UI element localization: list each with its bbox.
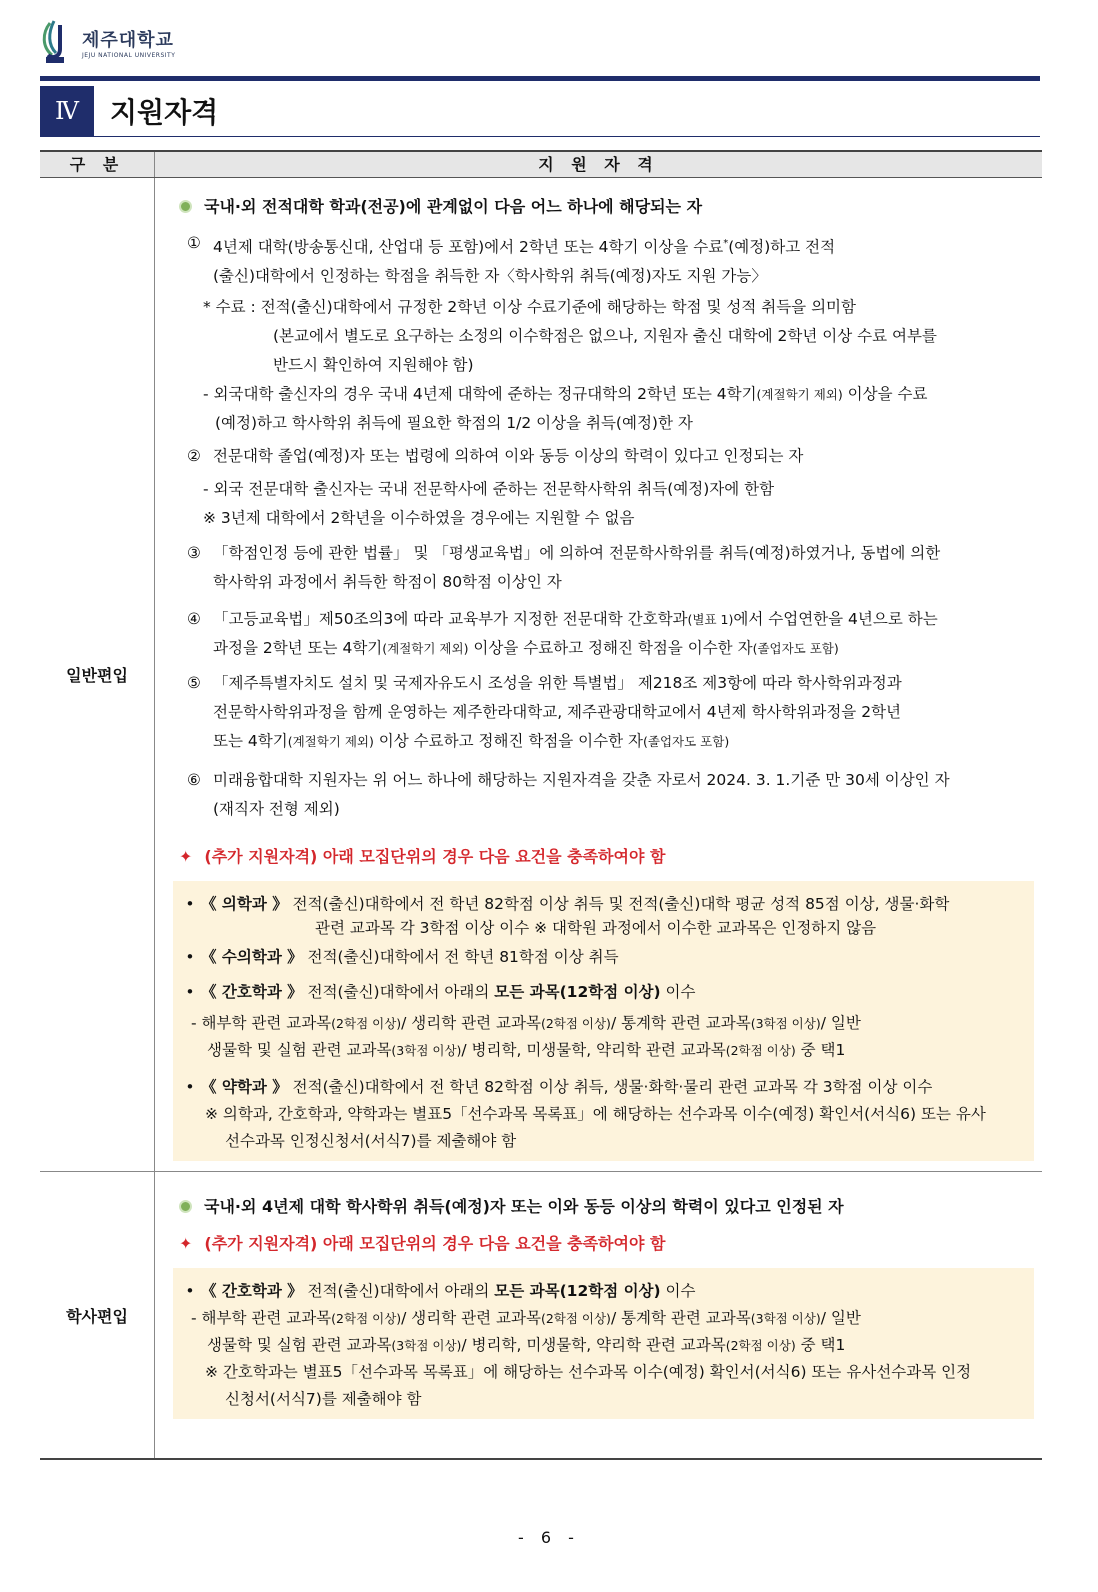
list-item: • 《 간호학과 》 전적(출신)대학에서 아래의 모든 과목(12학점 이상) 이수 [185,983,696,1002]
note-completion: * 수료 : 전적(출신)대학에서 규정한 2학년 이상 수료기준에 해당하는 학점 및 성적 취득을 의미함 (본교에서 별도로 요구하는 소정의 이수학점은 없으나, 지원자 출신 대학에 2학년 이상 수료 여부를 반드시 확인하여 지원해야 함) [203,298,937,375]
top-divider-bar [40,76,1040,81]
red-star-icon: ✦ [179,1234,193,1254]
section-number: Ⅳ [40,86,94,136]
list-item: ② 전문대학 졸업(예정)자 또는 법령에 의하여 이와 동등 이상의 학력이 있다고 인정되는 자 [187,447,804,466]
list-item: ⑤ 「제주특별자치도 설치 및 국제자유도시 조성을 위한 특별법」 제218조 제3항에 따라 학사학위과정과 전문학사학위과정을 함께 운영하는 제주한라대학교, 제주관광대학교에서 4년제 학사학위과정을 2학년 또는 4학기(계절학기 제외) 이상 수료하고 정해진 학점을 이수한 자(졸업자도 포함) [187,674,902,751]
list-item: • 《 의학과 》 전적(출신)대학에서 전 학년 82학점 이상 취득 및 전적(출신)대학 평균 성적 85점 이상, 생물·화학 관련 교과목 각 3학점 이상 이수 ※ 대학원 과정에서 이수한 교과목은 인정하지 않음 [185,895,950,938]
logo-english-name: JEJU NATIONAL UNIVERSITY [82,51,176,59]
extra-qualification-heading: ✦ (추가 지원자격) 아래 모집단위의 경우 다음 요건을 충족하여야 함 [179,1229,1034,1258]
list-item: • 《 간호학과 》 전적(출신)대학에서 아래의 모든 과목(12학점 이상) 이수 [185,1282,696,1301]
nursing-note: ※ 간호학과는 별표5「선수과목 목록표」에 해당하는 선수과목 이수(예정) 확인서(서식6) 또는 유사선수과목 인정 신청서(서식7)를 제출해야 함 [205,1363,972,1409]
pharmacy-note: ※ 의학과, 간호학과, 약학과는 별표5「선수과목 목록표」에 해당하는 선수과목 이수(예정) 확인서(서식6) 또는 유사 선수과목 인정신청서(서식7)를 제출해야 함 [205,1105,986,1151]
list-item: ① 4년제 대학(방송통신대, 산업대 등 포함)에서 2학년 또는 4학기 이상을 수료*(예정)하고 전적 (출신)대학에서 인정하는 학점을 취득한 자〈학사학위 취득(예정)자도 지원 가능〉 [187,234,836,286]
list-item: • 《 수의학과 》 전적(출신)대학에서 전 학년 81학점 이상 취득 [185,948,619,967]
extra-requirements-box [173,881,1034,1161]
list-item: ③ 「학점인정 등에 관한 법률」 및 「평생교육법」에 의하여 전문학사학위를 취득(예정)하였거나, 동법에 의한 학사학위 과정에서 취득한 학점이 80학점 이상인 자 [187,544,941,592]
green-bullet-icon [179,1200,192,1213]
extra-requirements-box [173,1268,1034,1419]
category-bachelor: 학사편입 [40,1172,155,1460]
green-bullet-icon [179,200,192,213]
section-title: 지원자격 [110,96,219,129]
header-qualification: 지 원 자 격 [155,151,1043,178]
category-general: 일반편입 [40,178,155,1172]
section-header [40,86,1040,137]
red-star-icon: ✦ [179,847,193,867]
note-foreign: - 외국대학 출신자의 경우 국내 4년제 대학에 준하는 정규대학의 2학년 또는 4학기(계절학기 제외) 이상을 수료 (예정)하고 학사학위 취득에 필요한 학점의 1/2 이상을 취득(예정)한 자 [203,385,928,433]
list-item: ④ 「고등교육법」제50조의3에 따라 교육부가 지정한 전문대학 간호학과(별표 1)에서 수업연한을 4년으로 하는 과정을 2학년 또는 4학기(계절학기 제외) 이상을 수료하고 정해진 학점을 이수한 자(졸업자도 포함) [187,610,938,658]
page-number: - 6 - [518,1528,580,1547]
extra-qualification-heading: ✦ (추가 지원자격) 아래 모집단위의 경우 다음 요건을 충족하여야 함 [179,842,1034,871]
nursing-subjects: - 해부학 관련 교과목(2학점 이상)/ 생리학 관련 교과목(2학점 이상)/ 통계학 관련 교과목(3학점 이상)/ 일반 생물학 및 실험 관련 교과목(3학점 이상)/ 병리학, 미생물학, 약리학 관련 교과목(2학점 이상) 중 택1 [191,1309,861,1355]
university-logo [40,18,175,66]
logo-korean-name: 제주대학교 [82,29,174,51]
header-category: 구 분 [40,151,155,178]
logo-emblem-icon [40,19,76,65]
bachelor-lead: 국내·외 4년제 대학 학사학위 취득(예정)자 또는 이와 동등 이상의 학력이 있다고 인정된 자 [179,1192,1034,1221]
general-lead: 국내·외 전적대학 학과(전공)에 관계없이 다음 어느 하나에 해당되는 자 [179,192,1034,221]
table-row-general [40,178,1042,1172]
note-item2: - 외국 전문대학 출신자는 국내 전문학사에 준하는 전문학사학위 취득(예정)자에 한함 ※ 3년제 대학에서 2학년을 이수하였을 경우에는 지원할 수 없음 [203,480,775,528]
list-item: • 《 약학과 》 전적(출신)대학에서 전 학년 82학점 이상 취득, 생물·화학·물리 관련 교과목 각 3학점 이상 이수 [185,1078,933,1097]
list-item: ⑥ 미래융합대학 지원자는 위 어느 하나에 해당하는 지원자격을 갖춘 자로서 2024. 3. 1.기준 만 30세 이상인 자 (재직자 전형 제외) [187,771,950,819]
nursing-subjects: - 해부학 관련 교과목(2학점 이상)/ 생리학 관련 교과목(2학점 이상)/ 통계학 관련 교과목(3학점 이상)/ 일반 생물학 및 실험 관련 교과목(3학점 이상)/ 병리학, 미생물학, 약리학 관련 교과목(2학점 이상) 중 택1 [191,1014,861,1060]
qualification-table [40,150,1042,1460]
table-row-bachelor [40,1172,1042,1460]
